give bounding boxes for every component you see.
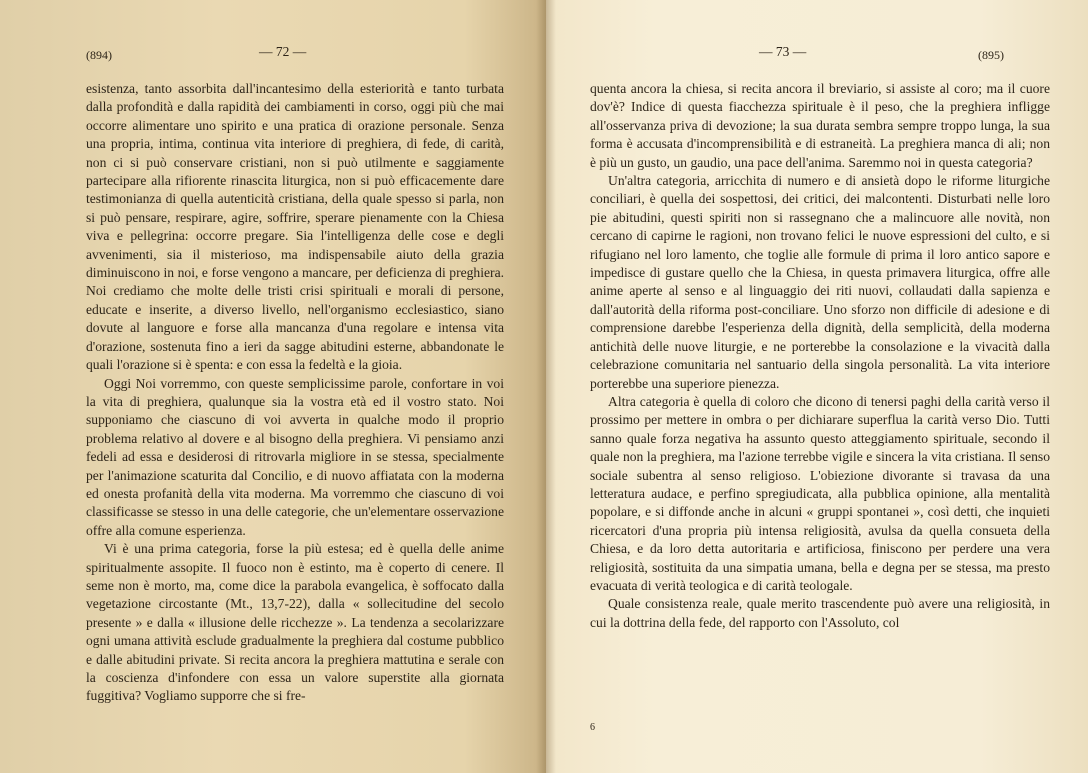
left-paragraph-3: Vi è una prima categoria, forse la più estesa; ed è quella delle anime spiritualmente assopite. Il fuoco non è estinto, ma è coperto di cenere. Il seme non è morto, ma, come dice la parabola evangelica, è soffocato dalla vegetazione circostante (Mt., 13,7-22), dalla « sollecitudine del secolo presente » e dalla « illusione delle ricchezze ». La tendenza a secolarizzare ogni umana attività esclude gradualmente la preghiera dal costume pubblico e dalle abitudini private. Si recita ancora la preghiera mattutina e serale con la coscienza d'infondere con essa un valore superstite alla giornata fuggitiva? Vogliamo supporre che si fre- xyxy=(86,541,504,704)
left-paragraph-2: Oggi Noi vorremmo, con queste semplicissime parole, confortare in voi la vita di preghiera, qualunque sia la vostra età ed il vostro stato. Noi supponiamo che ciascuno di voi avverta in qualche modo il proprio problema relativo al dovere e al bisogno della preghiera. Vi pensiamo anzi fedeli ad essa e desiderosi di ritrovarla migliore in se stessa, specialmente per l'animazione scaturita dal Concilio, e di nuovo affiatata con la moderna ed onesta profanità della vita moderna. Ma vorremmo che ciascuno di voi classificasse se stesso in una delle categorie, che un'elementare osservazione offre alla comune esperienza. xyxy=(86,375,504,538)
right-page xyxy=(546,0,1088,773)
right-body-text xyxy=(590,80,1050,632)
right-paragraph-3: Altra categoria è quella di coloro che dicono di tenersi paghi della carità verso il prossimo per mettere in ombra o per dichiarare superflua la carità verso Dio. Tutti sanno quale forza negativa ha assunto questo atteggiamento spirituale, secondo il quale non la preghiera, ma l'azione terrebbe vigile e sincera la vita cristiana. Il senso sociale subentra al senso religioso. L'obiezione divorante si travasa da una letteratura audace, e perfino spregiudicata, alla pubblica opinione, alla mentalità popolare, e si diffonde anche in alcuni « gruppi spontanei », così detti, che inquieti ricercatori d'una propria più intensa religiosità, avulsa da quella consueta della Chiesa, e da loro detta autoritaria e artificiosa, finiscono per perdere una vera religiosità, sostituita da una simpatia umana, bella e degna per se stessa, ma presto evacuata di verità teologica e di carità teologale. xyxy=(590,393,1050,593)
left-paragraph-1: esistenza, tanto assorbita dall'incantesimo della esteriorità e tanto turbata dalla profondità e dalla rapidità dei cambiamenti in corso, oggi più che mai occorre alimentare uno spirito e una pratica di orazione personale. Senza una propria, intima, continua vita interiore di preghiera, di fede, di carità, non ci si può conservare cristiani, non si può utilmente e saggiamente partecipare alla rifiorente rinascita liturgica, non si può efficacemente dare testimonianza di quella autenticità cristiana, della quale spesso si parla, non si può pensare, respirare, agire, soffrire, sperare pienamente con la Chiesa viva e pellegrina: occorre pregare. Sia l'intelligenza delle cose e degli avvenimenti, sia il misterioso, ma indispensabile aiuto della grazia diminuiscono in noi, e forse vengono a mancare, per deficienza di preghiera. Noi crediamo che molte delle tristi crisi spirituali e morali di persone, educate e inserite, a diverso livello, nell'organismo ecclesiastico, siano dovute al languore e forse alla mancanza d'una regolare e intensa vita d'orazione, sostenuta fino a ieri da sagge abitudini esterne, abbandonate le quali l'orazione si è spenta: e con essa la fedeltà e la gioia. xyxy=(86,81,504,373)
right-paragraph-2: Un'altra categoria, arricchita di numero e di ansietà dopo le riforme liturgiche conciliari, è quella dei sospettosi, dei critici, dei malcontenti. Disturbati nelle loro pie abitudini, questi spiriti non si rassegnano che a malincuore alle novità, non cercano di capirne le ragioni, non trovano felici le nuove espressioni del culto, e si rifugiano nel loro lamento, che toglie alle formule di prima il loro antico sapore e impedisce di gustare quello che la Chiesa, in questa primavera liturgica, offre alle anime aperte al senso e al linguaggio dei riti nuovi, collaudati dalla sapienza e dall'autorità della riforma post-conciliare. Uno sforzo non difficile di adesione e di comprensione darebbe l'esperienza della dignità, della semplicità, della moderna antichità delle nuove liturgie, e ne porterebbe la consolazione e la vivacità dalla celebrazione comunitaria nel santuario della singola personalità. La vita interiore porterebbe una superiore pienezza. xyxy=(590,173,1050,391)
right-paragraph-1: quenta ancora la chiesa, si recita ancora il breviario, si assiste al coro; ma il cuore dov'è? Indice di questa fiacchezza spirituale è il peso, che la preghiera infligge all'osservanza priva di devozione; la sua durata sembra sempre troppo lunga, la sua forma è accusata d'incomprensibilità e di estraneità. La preghiera manca di ali; non è più un gusto, un gaudio, una pace dell'anima. Saremmo noi in questa categoria? xyxy=(590,81,1050,170)
left-body-text xyxy=(86,80,504,706)
right-page-number: — 73 — xyxy=(759,44,807,59)
signature-mark: 6 xyxy=(590,722,595,733)
right-paragraph-4: Quale consistenza reale, quale merito trascendente può avere una religiosità, in cui la dottrina della fede, del rapporto con l'Assoluto, col xyxy=(590,596,1050,630)
right-bracket-number: (895) xyxy=(978,48,1004,62)
left-bracket-number: (894) xyxy=(86,48,112,62)
book-gutter xyxy=(536,0,556,773)
left-page-number: — 72 — xyxy=(259,44,307,59)
